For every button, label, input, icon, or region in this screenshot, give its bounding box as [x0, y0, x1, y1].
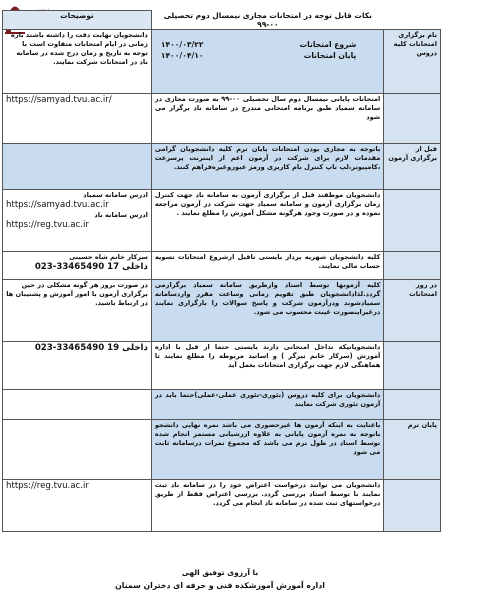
row-description: دانشجویان می توانند درخواست اعتراض خود را در سامانه ناد ثبت نمایند تا توسط استاد بررسی گردد. بررسی اعتراض فقط از طریق درخواستهای ثبت شده در سامانه ناد انجام می گردد.	[151, 479, 383, 531]
footer-office: اداره آموزش آموزشکده فنی و حرفه ای دختران سمنان	[115, 581, 325, 590]
table-row	[3, 419, 441, 479]
table-row	[3, 279, 441, 341]
exam-start-date: ۱۴۰۰/۰۳/۲۲	[160, 39, 204, 49]
contact-name: سرکار خانم شاه حسینی	[69, 252, 148, 261]
table-row	[3, 479, 441, 531]
table-row	[3, 143, 441, 189]
row-description: دانشجویانیکه تداخل امتحانی دارند بایستی حتما از قبل با اداره آموزش (سرکار خانم تیرگر ) و اساتید مربوطه را مطلع نمایند تا هماهنگی لازم جهت برگزاری امتحانات بعمل آید	[151, 341, 383, 389]
exam-start-row	[155, 39, 380, 50]
samyad-link[interactable]: https://samyad.tvu.ac.ir	[6, 199, 109, 210]
table-row	[3, 251, 441, 279]
exam-end-date: ۱۴۰۰/۰۴/۱۰	[160, 50, 204, 60]
exam-end-row	[155, 50, 380, 61]
row-category: قبل از برگزاری آزمون	[384, 143, 441, 189]
contact-phone: 023-33465490 داخلی 17	[34, 261, 148, 272]
exam-notes-table	[2, 10, 441, 532]
nad-link[interactable]: https://reg.tvu.ac.ir	[6, 219, 89, 230]
contact-phone: 023-33465490 داخلی 19	[34, 342, 148, 353]
table-row	[3, 189, 441, 251]
row-description: باعنایت به اینکه آزمون ها غیرحضوری می باشد نمره نهایی دانشجو باتوجه به نمره آزمون پایانی به علاوه ارزشیابی مستمر انجام شده توسط استاد در طول ترم می باشد که مجموع نمرات درسامانه ثابت می شود	[151, 419, 383, 479]
row-category: پایان ترم	[384, 419, 441, 479]
notes-column-header: توضیحات	[3, 11, 152, 30]
row-description: کلیه دانشجویان شهریه پرداز بایستی تاقبل ازشروع امتحانات تسویه حساب مالی نمایند.	[151, 251, 383, 279]
table-row	[3, 341, 441, 389]
table-row	[3, 389, 441, 419]
exam-schedule-cell	[151, 29, 383, 93]
row-description: دانشجویان موظفند قبل از برگزاری آزمون به سامانه ناد جهت کنترل زمان برگزاری آزمون و سامانه سمیاد جهت شرکت در آزمون مراجعه نموده و در صورت وجود هرگونه مشکل آموزش را مطلع نمایند .	[151, 189, 383, 251]
table-header-row	[3, 11, 441, 30]
table-title: نکات قابل توجه در امتحانات مجازی نیمسال دوم تحصیلی ۰۰-۹۹	[151, 11, 383, 30]
exam-end-label: پایان امتحانات	[303, 50, 357, 60]
row-description: کلیه آزمونها توسط استاد وازطریق سامانه سمیاد برگزارمی گردد.لذادانشجویان طبق تقویم زمانی وساعت مقرر واردسامانه سمیادشوند ودرآزمون شرکت و پاسخ سوالات را بارگزاری نمایند درغیراینصورت غیبت محسوب می شود.	[151, 279, 383, 341]
samyad-address-label: ادرس سامانه سمیاد	[83, 190, 148, 199]
row-description: دانشجویان برای کلیه دروس (تئوری-تئوری عملی-عملی)حتما باید در آزمون تئوری شرکت نمایند	[151, 389, 383, 419]
table-row	[3, 93, 441, 143]
row-category: در روز امتحانات	[384, 279, 441, 341]
row-note: دانشجویان نهایت دقت را داشته باشند باره زمانی در ایام امتحانات متفاوت است با توجه به تاریخ و زمان درج شده در سامانه ناد در امتحانات شرکت نمایند.	[3, 29, 152, 93]
exam-start-label: شروع امتحانات	[299, 39, 357, 49]
table-row	[3, 29, 441, 93]
footer-wish: با آرزوی توفیق الهی	[181, 568, 259, 577]
row-description: امتحانات پایانی نیمسال دوم سال تحصیلی ۰۰-۹۹ به صورت مجازی در سامانه سمیاد طبق برنامه امتحانی مندرج در سامانه ناد برگزار می شود	[151, 93, 383, 143]
row-category: نام برگزاری امتحانات کلیه دروس	[384, 29, 441, 93]
nad-link[interactable]: https://reg.tvu.ac.ir	[6, 480, 89, 491]
nad-address-label: ادرس سامانه ناد	[94, 210, 148, 219]
samyad-link[interactable]: https://samyad.tvu.ac.ir/	[6, 94, 112, 105]
row-note: در صورت بروز هر گونه مشکلی در حین برگزاری آزمون با امور آموزش و پشتیبان ها در ارتباط باشید.	[3, 279, 152, 341]
row-description: باتوجه به مجازی بودن امتحانات پایان ترم کلیه دانشجویان گرامی مقدمات لازم برای شرکت در آزمون اعم از اینترنت پرسرعت ،کامپیوتر،لپ تاپ کنترل نام کاربری ورمز عبوروغیره‌فراهم کنند.	[151, 143, 383, 189]
